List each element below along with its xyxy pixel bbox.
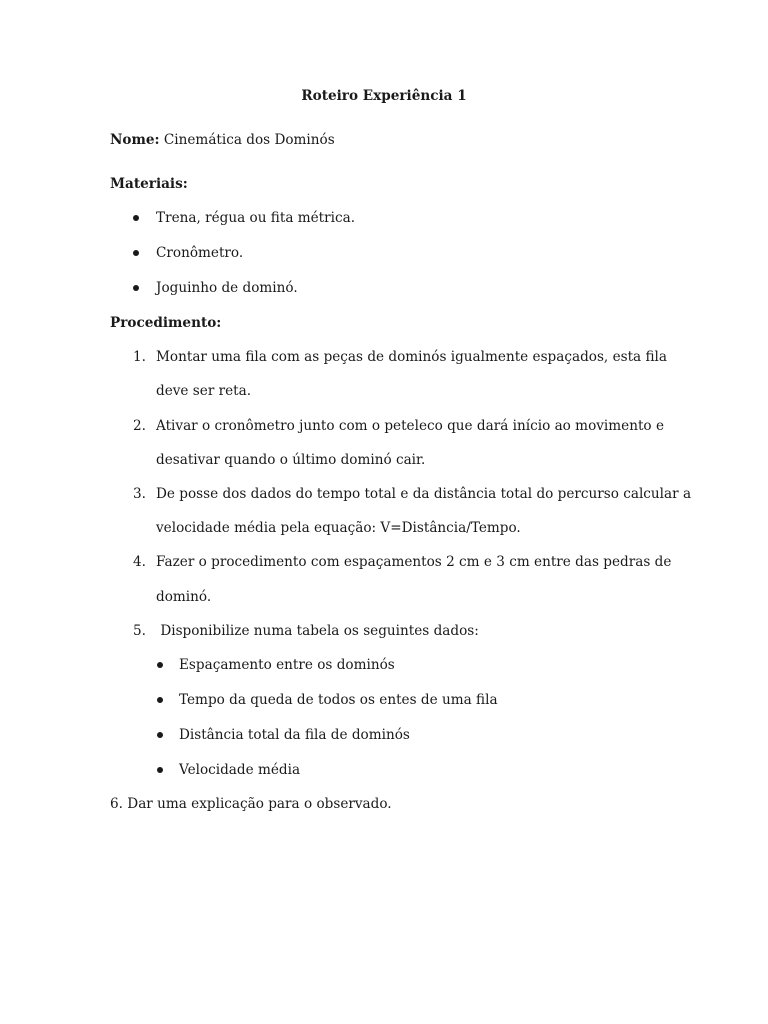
data-item: Distância total da fila de dominós xyxy=(179,727,410,743)
step-line: deve ser reta. xyxy=(156,383,252,399)
material-item: Cronômetro. xyxy=(156,245,244,261)
step-number: 2. xyxy=(133,418,146,434)
bullet-icon xyxy=(157,732,163,738)
bullet-icon xyxy=(133,250,139,256)
step-line: Montar uma fila com as peças de dominós igualmente espaçados, esta fila xyxy=(156,349,668,365)
data-item: Espaçamento entre os dominós xyxy=(179,657,395,673)
bullet-icon xyxy=(133,215,139,221)
step-line: velocidade média pela equação: V=Distância/Tempo. xyxy=(156,520,521,536)
final-step: 6. Dar uma explicação para o observado. xyxy=(110,796,392,812)
step-number: 1. xyxy=(133,349,146,365)
step-line: dominó. xyxy=(156,589,212,605)
name-label: Nome: xyxy=(110,132,160,148)
bullet-icon xyxy=(157,662,163,668)
step-number: 3. xyxy=(133,486,146,502)
data-item: Tempo da queda de todos os entes de uma fila xyxy=(179,692,498,708)
bullet-icon xyxy=(157,767,163,773)
bullet-icon xyxy=(157,697,163,703)
name-line xyxy=(110,130,658,150)
step-number: 5. xyxy=(133,623,146,639)
material-item: Joguinho de dominó. xyxy=(156,280,298,296)
step-line: Fazer o procedimento com espaçamentos 2 cm e 3 cm entre das pedras de xyxy=(156,554,672,570)
step-line: Disponibilize numa tabela os seguintes dados: xyxy=(156,623,479,639)
materials-heading: Materiais: xyxy=(110,176,188,192)
document-title: Roteiro Experiência 1 xyxy=(301,88,467,104)
material-item: Trena, régua ou fita métrica. xyxy=(156,210,356,226)
bullet-icon xyxy=(133,285,139,291)
step-line: desativar quando o último dominó cair. xyxy=(156,452,426,468)
step-number: 4. xyxy=(133,554,146,570)
procedure-heading: Procedimento: xyxy=(110,315,222,331)
data-item: Velocidade média xyxy=(179,762,301,778)
step-line: De posse dos dados do tempo total e da distância total do percurso calcular a xyxy=(156,486,692,502)
name-value: Cinemática dos Dominós xyxy=(163,132,335,148)
step-line: Ativar o cronômetro junto com o peteleco que dará início ao movimento e xyxy=(156,418,664,434)
